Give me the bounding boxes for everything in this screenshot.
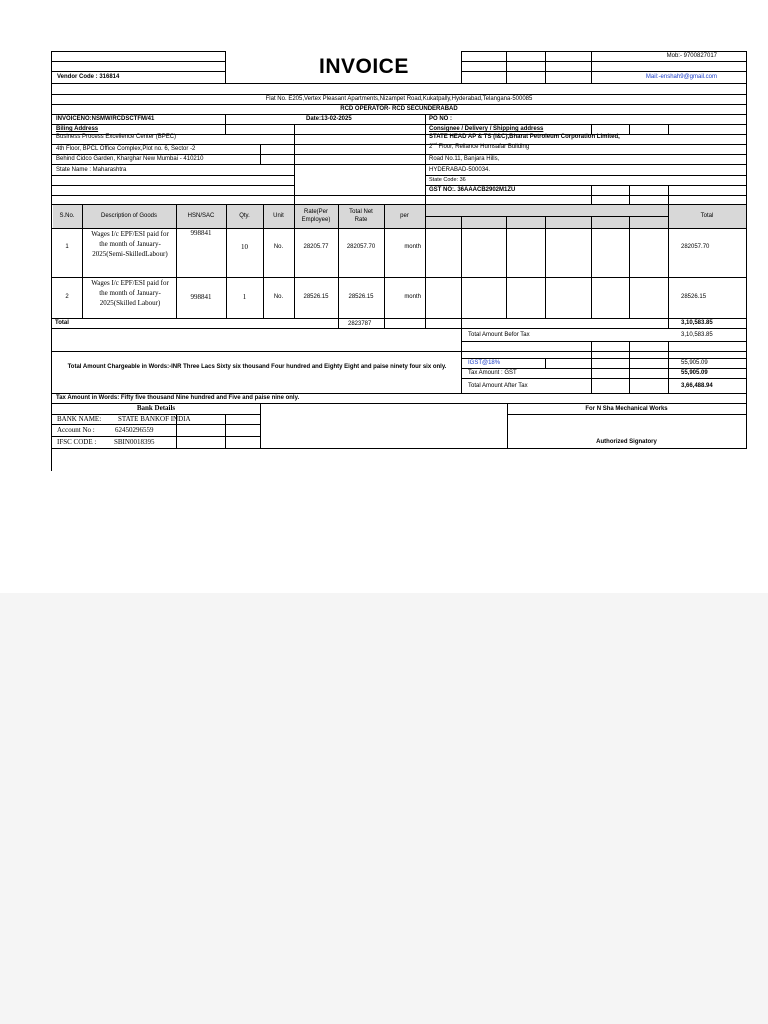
tax-amount-label: Tax Amount : GST: [468, 370, 517, 376]
consignee-line-3: Road No.11, Banjara Hills,: [429, 156, 500, 162]
after-tax-label: Total Amount After Tax: [468, 383, 528, 389]
row1-total: 282057.70: [681, 244, 710, 250]
empty-area: [0, 593, 768, 1024]
bank-name-label: BANK NAME:: [57, 415, 102, 423]
col-header-total: Total: [700, 213, 714, 219]
for-company: For N Sha Mechanical Works: [585, 406, 668, 412]
row2-qty: 1: [242, 293, 247, 301]
before-tax-label: Total Amount Befor Tax: [468, 332, 530, 338]
total-value: 3,10,583.85: [681, 320, 713, 326]
bank-details-heading: Bank Details: [136, 404, 176, 412]
billing-line-1: Business Process Excellence Center (BPEC): [56, 134, 177, 140]
account-number-value: 62450296559: [115, 426, 154, 434]
po-number: PO NO :: [429, 116, 453, 122]
consignee-heading: Consignee / Delivery / Shipping address: [429, 126, 544, 132]
row1-per: month: [404, 244, 421, 250]
row1-net: 282057.70: [346, 244, 376, 250]
col-header-unit: Unit: [273, 213, 284, 219]
row2-description: Wages I/c EPF/ESI paid for the month of January-2025(Skilled Labour): [91, 279, 169, 307]
billing-line-2: 4th Floor, BPCL Office Complex,Plot no. 6, Sector -2: [56, 146, 196, 152]
row2-net: 28526.15: [348, 294, 374, 300]
col-header-net: Total Net Rate: [349, 209, 373, 223]
consignee-line-2: 2nd Floor, Reliance Humsafar Building: [429, 141, 530, 150]
row2-rate: 28526.15: [303, 294, 329, 300]
col-header-hsn: HSN/SAC: [187, 213, 215, 219]
vendor-code: Vendor Code : 316814: [57, 74, 120, 80]
billing-line-3: Behind Cidco Garden, Kharghar New Mumbai - 410210: [56, 156, 204, 162]
invoice-number: INVOICENO:NSMW/RCDSCTFM/41: [56, 116, 155, 122]
total-label: Total: [55, 320, 69, 326]
vendor-address: Flat No. E205,Vertex Pleasant Apartments,Nizampet Road,Kukatpally,Hyderabad,Telangana-500085: [265, 96, 533, 102]
ifsc-value: SBIN0018395: [114, 438, 155, 446]
bank-name-value: STATE BANKOF INDIA: [118, 415, 191, 423]
authorized-signatory: Authorized Signatory: [596, 439, 657, 445]
col-header-sno: S.No.: [59, 213, 75, 219]
billing-line-4: State Name : Maharashtra: [56, 167, 127, 173]
ifsc-label: IFSC CODE :: [57, 438, 97, 446]
row1-rate: 28205.77: [303, 244, 329, 250]
tax-in-words: Tax Amount in Words: Fifty five thousand Nine hundred and Five and paise nine only.: [56, 395, 300, 401]
igst-value: 55,905.09: [681, 360, 708, 366]
email-link[interactable]: Mail:-enshah9@gmail.com: [645, 74, 717, 80]
consignee-line-1: STATE HEAD AP & TS (I&C),Bharat Petroleum Corporation Limited,: [429, 134, 620, 140]
billing-address-heading: Biling Address: [56, 126, 99, 132]
before-tax-value: 3,10,583.85: [681, 332, 713, 338]
consignee-state-code: State Code: 36: [429, 177, 466, 183]
row1-description: Wages I/c EPF/ESI paid for the month of January- 2025(Semi-SkilledLabour): [91, 230, 169, 258]
rcd-operator: RCD OPERATOR- RCD SECUNDERABAD: [340, 106, 458, 112]
igst-label: IGST@18%: [468, 360, 501, 366]
col-header-rate: Rate(Per Employee): [301, 209, 331, 223]
after-tax-value: 3,66,488.94: [681, 383, 713, 389]
row2-per: month: [404, 294, 421, 300]
consignee-line-4: HYDERABAD-500034.: [429, 167, 491, 173]
account-number-label: Account No :: [57, 426, 95, 434]
row2-total: 28526.15: [681, 294, 707, 300]
col-header-per: per: [400, 213, 409, 219]
tax-amount-value: 55,905.09: [681, 370, 708, 376]
row2-unit: No.: [273, 294, 284, 300]
mobile-number: Mob:- 9700827017: [666, 53, 717, 59]
row2-sno: 2: [65, 294, 69, 300]
row1-qty: 10: [241, 243, 248, 251]
row1-hsn: 998841: [190, 229, 212, 237]
total-net-rate: 2823787: [348, 321, 372, 327]
row1-unit: No.: [273, 244, 284, 250]
invoice-title: INVOICE: [319, 55, 409, 78]
row2-hsn: 998841: [190, 293, 212, 301]
invoice-date: Date:13-02-2025: [306, 116, 352, 122]
consignee-gst: GST NO:. 36AAACB2902M1ZU: [429, 187, 516, 193]
amount-in-words: Total Amount Chargeable in Words:-INR Three Lacs Sixty six thousand Four hundred and Eighty Eight and paise ninety four six only.: [67, 364, 447, 370]
row1-sno: 1: [65, 244, 69, 250]
col-header-qty: Qty.: [239, 213, 250, 219]
col-header-desc: Description of Goods: [100, 213, 158, 219]
